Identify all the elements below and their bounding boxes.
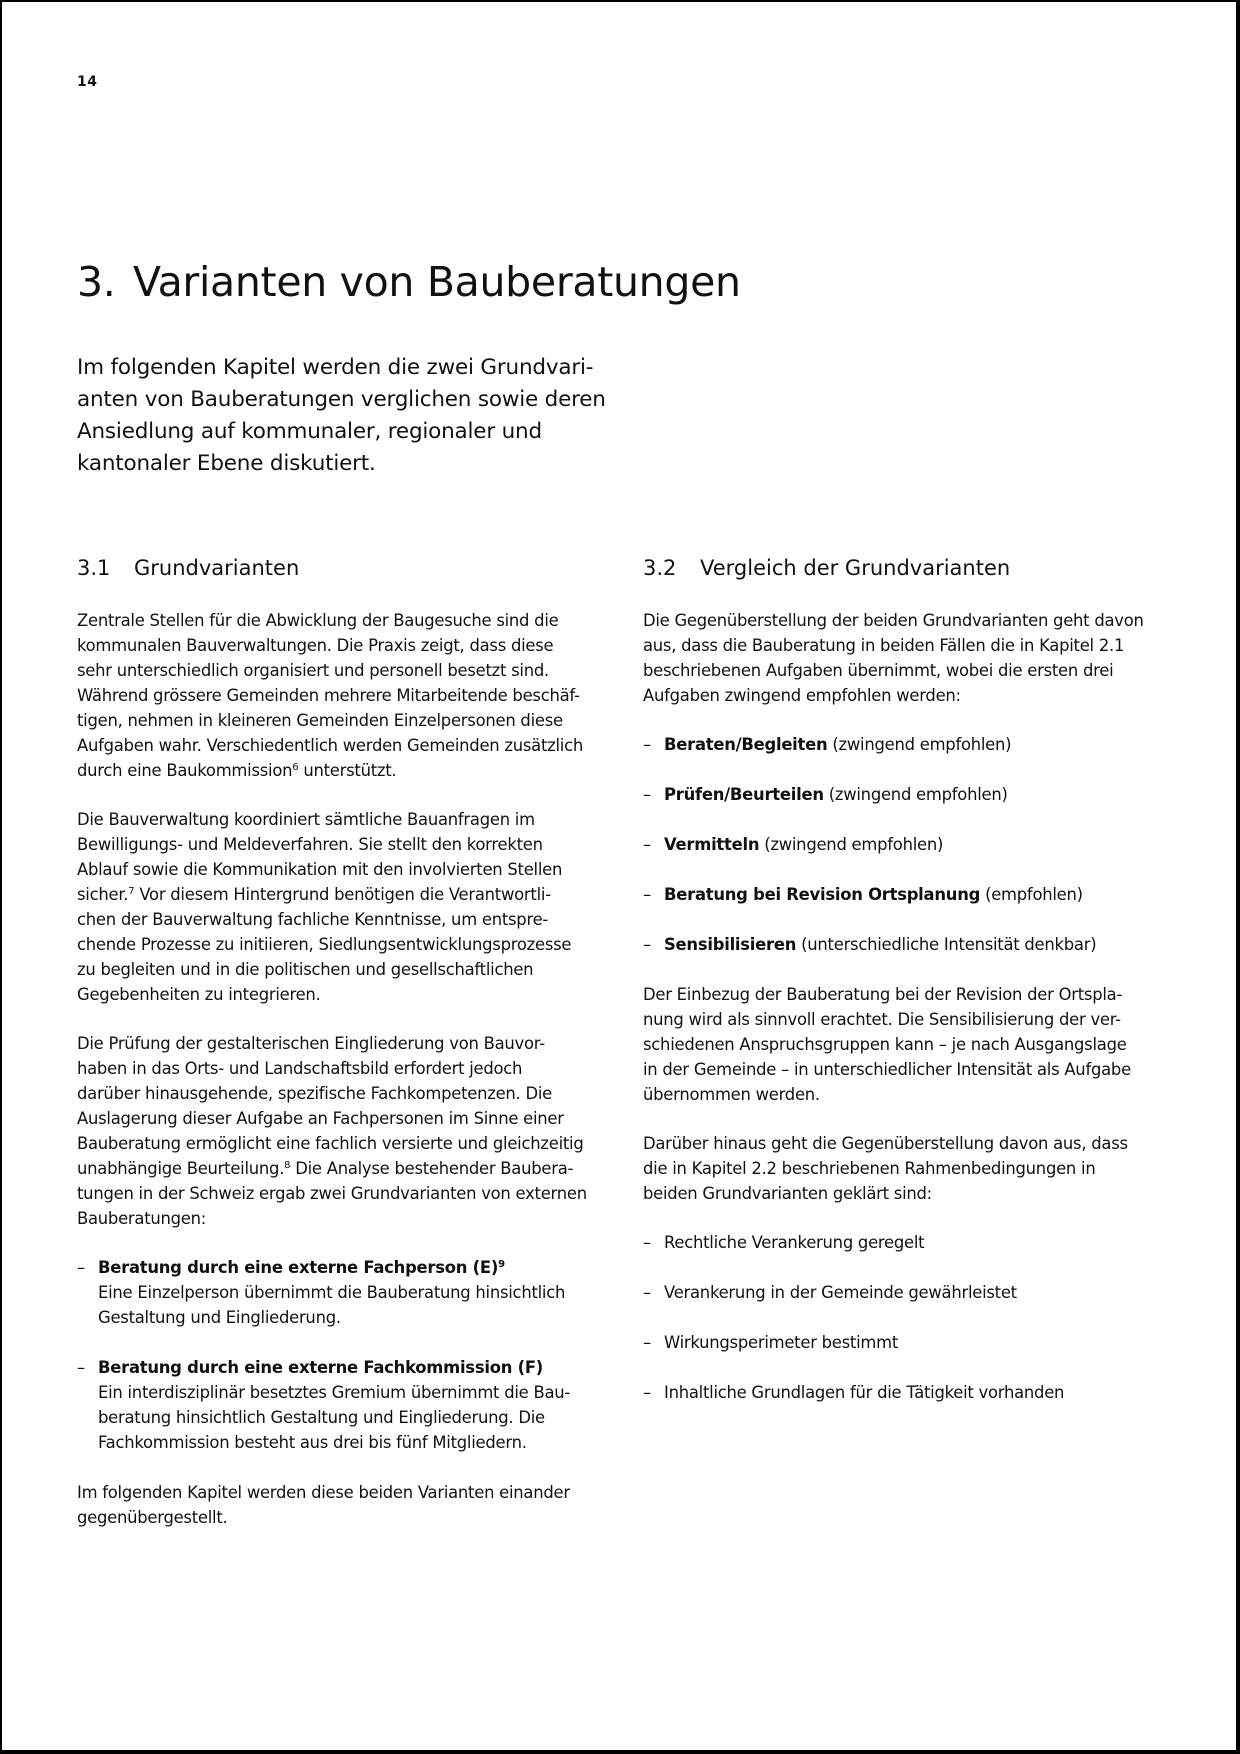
text-line: Die Bauverwaltung koordiniert sämtliche Bauanfragen im: [77, 810, 535, 829]
task-item: [643, 832, 1173, 857]
text-line: schiedenen Anspruchsgruppen kann – je nach Ausgangslage: [643, 1035, 1127, 1054]
task-item: [643, 932, 1173, 957]
text-fragment: Die Analyse bestehender Baubera-: [290, 1159, 574, 1178]
variant-title-text: Beratung durch eine externe Fachperson (E): [98, 1258, 499, 1277]
task-item: [643, 782, 1173, 807]
section-heading-3-1: [77, 552, 617, 584]
dash-bullet-icon: –: [643, 935, 651, 954]
paragraph-intro: [643, 608, 1173, 708]
text-line: sehr unterschiedlich organisiert und personell besetzt sind.: [77, 661, 549, 680]
variant-description-line: Gestaltung und Eingliederung.: [98, 1308, 341, 1327]
chapter-number: 3.: [77, 258, 116, 306]
condition-item: [643, 1330, 1173, 1355]
variant-description-line: Eine Einzelperson übernimmt die Bauberatung hinsichtlich: [98, 1283, 566, 1302]
task-text: [664, 732, 1173, 757]
task-note: (unterschiedliche Intensität denkbar): [796, 935, 1097, 954]
task-name: Prüfen/Beurteilen: [664, 785, 824, 804]
variant-item-fachperson: [77, 1255, 617, 1330]
text-line: Die Gegenüberstellung der beiden Grundvarianten geht davon: [643, 611, 1144, 630]
dash-bullet-icon: –: [643, 1233, 651, 1252]
task-item: [643, 882, 1173, 907]
task-text: [664, 832, 1173, 857]
text-line: in der Gemeinde – in unterschiedlicher Intensität als Aufgabe: [643, 1060, 1131, 1079]
condition-text: Wirkungsperimeter bestimmt: [664, 1333, 899, 1352]
dash-bullet-icon: –: [77, 1358, 85, 1377]
text-line: Die Prüfung der gestalterischen Eingliederung von Bauvor-: [77, 1034, 545, 1053]
lead-line: Ansiedlung auf kommunaler, regionaler und: [77, 419, 542, 444]
chapter-title-text: Varianten von Bauberatungen: [133, 258, 741, 306]
text-line: Bauberatung ermöglicht eine fachlich versierte und gleichzeitig: [77, 1134, 584, 1153]
section-title: Vergleich der Grundvarianten: [700, 556, 1011, 580]
section-number: 3.2: [643, 556, 677, 580]
condition-text: Inhaltliche Grundlagen für die Tätigkeit vorhanden: [664, 1383, 1065, 1402]
text-fragment: unabhängige Beurteilung.: [77, 1159, 285, 1178]
task-text: [664, 932, 1173, 957]
text-line: darüber hinausgehende, spezifische Fachkompetenzen. Die: [77, 1084, 552, 1103]
section-number: 3.1: [77, 556, 111, 580]
text-line: Ablauf sowie die Kommunikation mit den involvierten Stellen: [77, 860, 563, 879]
text-line: gegenübergestellt.: [77, 1508, 228, 1527]
text-line: Aufgaben wahr. Verschiedentlich werden Gemeinden zusätzlich: [77, 736, 584, 755]
text-line: haben in das Orts- und Landschaftsbild erfordert jedoch: [77, 1059, 523, 1078]
footnote-ref-7[interactable]: 7: [128, 886, 135, 897]
text-line: nung wird als sinnvoll erachtet. Die Sensibilisierung der ver-: [643, 1010, 1121, 1029]
text-line: Bauberatungen:: [77, 1209, 207, 1228]
task-name: Beraten/Begleiten: [664, 735, 828, 754]
variant-title: [98, 1255, 617, 1280]
lead-line: kantonaler Ebene diskutiert.: [77, 451, 376, 476]
task-name: Vermitteln: [664, 835, 760, 854]
dash-bullet-icon: –: [643, 835, 651, 854]
text-line: die in Kapitel 2.2 beschriebenen Rahmenbedingungen in: [643, 1159, 1096, 1178]
text-line: [77, 882, 617, 907]
text-line: chen der Bauverwaltung fachliche Kenntnisse, um entspre-: [77, 910, 549, 929]
task-note: (empfohlen): [980, 885, 1083, 904]
footnote-ref-9[interactable]: 9: [498, 1259, 505, 1270]
dash-bullet-icon: –: [643, 1283, 651, 1302]
text-line: Aufgaben zwingend empfohlen werden:: [643, 686, 961, 705]
task-name: Beratung bei Revision Ortsplanung: [664, 885, 981, 904]
dash-bullet-icon: –: [643, 1333, 651, 1352]
paragraph-koordination: [77, 807, 617, 1007]
section-title: Grundvarianten: [134, 556, 300, 580]
text-line: tungen in der Schweiz ergab zwei Grundvarianten von externen: [77, 1184, 587, 1203]
text-line: Der Einbezug der Bauberatung bei der Revision der Ortspla-: [643, 985, 1123, 1004]
text-fragment: sicher.: [77, 885, 129, 904]
text-fragment: durch eine Baukommission: [77, 761, 293, 780]
section-3-2: [643, 552, 1173, 1430]
text-line: Bewilligungs- und Meldeverfahren. Sie stellt den korrekten: [77, 835, 543, 854]
paragraph-pruefung: [77, 1031, 617, 1231]
condition-item: [643, 1230, 1173, 1255]
task-name: Sensibilisieren: [664, 935, 797, 954]
text-line: [77, 758, 617, 783]
dash-bullet-icon: –: [643, 735, 651, 754]
text-line: tigen, nehmen in kleineren Gemeinden Einzelpersonen diese: [77, 711, 563, 730]
condition-text: Verankerung in der Gemeinde gewährleistet: [664, 1283, 1017, 1302]
task-text: [664, 782, 1173, 807]
task-text: [664, 882, 1173, 907]
lead-line: anten von Bauberatungen verglichen sowie deren: [77, 387, 606, 412]
task-note: (zwingend empfohlen): [823, 785, 1008, 804]
task-note: (zwingend empfohlen): [827, 735, 1012, 754]
dash-bullet-icon: –: [643, 1383, 651, 1402]
chapter-title: [77, 258, 741, 306]
section-heading-3-2: [643, 552, 1173, 584]
task-note: (zwingend empfohlen): [759, 835, 944, 854]
section-3-1: [77, 552, 617, 1554]
paragraph-conditions: [643, 1131, 1173, 1206]
text-fragment: unterstützt.: [298, 761, 397, 780]
condition-item: [643, 1380, 1173, 1405]
variant-description-line: Fachkommission besteht aus drei bis fünf Mitgliedern.: [98, 1433, 527, 1452]
variant-title: Beratung durch eine externe Fachkommission (F): [98, 1358, 544, 1377]
text-line: beiden Grundvarianten geklärt sind:: [643, 1184, 932, 1203]
text-line: übernommen werden.: [643, 1085, 820, 1104]
text-line: chende Prozesse zu initiieren, Siedlungsentwicklungsprozesse: [77, 935, 572, 954]
dash-bullet-icon: –: [77, 1258, 85, 1277]
text-line: kommunalen Bauverwaltungen. Die Praxis zeigt, dass diese: [77, 636, 554, 655]
condition-item: [643, 1280, 1173, 1305]
text-line: beschriebenen Aufgaben übernimmt, wobei die ersten drei: [643, 661, 1114, 680]
text-line: Während grössere Gemeinden mehrere Mitarbeitende beschäf-: [77, 686, 580, 705]
text-line: Gegebenheiten zu integrieren.: [77, 985, 321, 1004]
variant-description-line: beratung hinsichtlich Gestaltung und Eingliederung. Die: [98, 1408, 545, 1427]
text-line: Zentrale Stellen für die Abwicklung der Baugesuche sind die: [77, 611, 559, 630]
page-number: 14: [77, 74, 98, 90]
chapter-lead: [77, 352, 637, 480]
task-item: [643, 732, 1173, 757]
text-line: Darüber hinaus geht die Gegenüberstellung davon aus, dass: [643, 1134, 1128, 1153]
footnote-ref-8[interactable]: 8: [284, 1160, 291, 1171]
paragraph-bauverwaltungen: [77, 608, 617, 783]
footnote-ref-6[interactable]: 6: [292, 762, 299, 773]
lead-line: Im folgenden Kapitel werden die zwei Grundvari-: [77, 355, 594, 380]
variant-item-fachkommission: [77, 1355, 617, 1455]
paragraph-tasks-explanation: [643, 982, 1173, 1107]
conditions-list: [643, 1230, 1173, 1405]
variant-description-line: Ein interdisziplinär besetztes Gremium übernimmt die Bau-: [98, 1383, 571, 1402]
text-line: zu begleiten und in die politischen und gesellschaftlichen: [77, 960, 534, 979]
text-line: Auslagerung dieser Aufgabe an Fachpersonen im Sinne einer: [77, 1109, 564, 1128]
text-line: aus, dass die Bauberatung in beiden Fällen die in Kapitel 2.1: [643, 636, 1125, 655]
text-fragment: Vor diesem Hintergrund benötigen die Verantwortli-: [134, 885, 551, 904]
task-list: [643, 732, 1173, 957]
condition-text: Rechtliche Verankerung geregelt: [664, 1233, 925, 1252]
paragraph-closing: [77, 1480, 617, 1530]
dash-bullet-icon: –: [643, 785, 651, 804]
dash-bullet-icon: –: [643, 885, 651, 904]
text-line: [77, 1156, 617, 1181]
text-line: Im folgenden Kapitel werden diese beiden Varianten einander: [77, 1483, 570, 1502]
